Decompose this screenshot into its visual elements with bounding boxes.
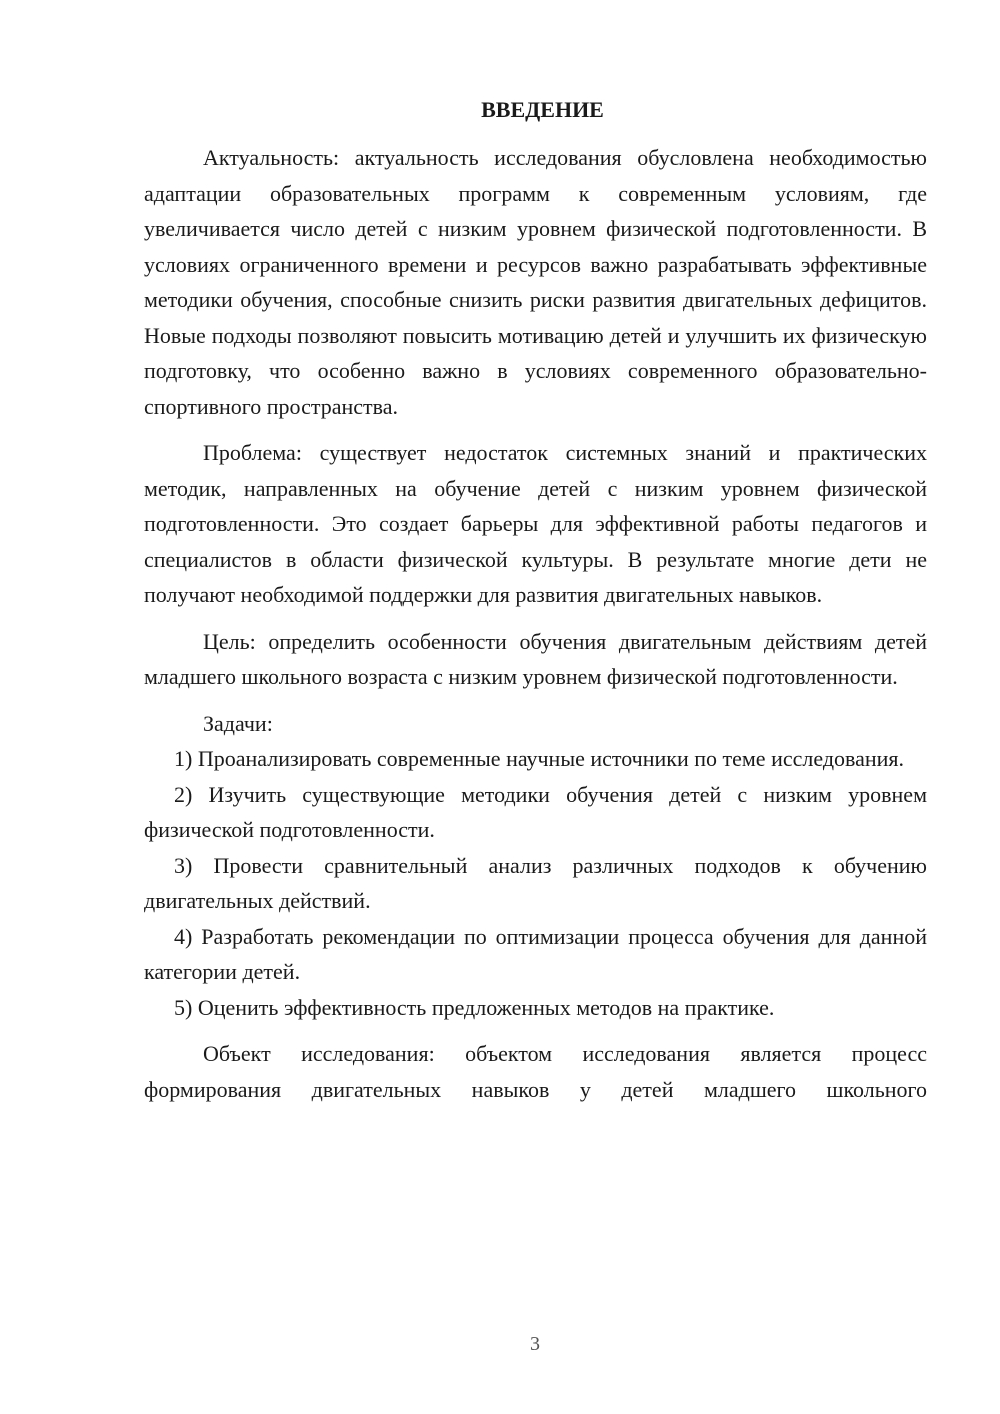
page-number: 3 bbox=[530, 1333, 540, 1355]
task-item: 2) Изучить существующие методики обучения детей с низким уровнем физической подготовленности. bbox=[144, 781, 927, 842]
document-page bbox=[144, 92, 927, 1107]
task-item: 3) Провести сравнительный анализ различных подходов к обучению двигательных действий. bbox=[144, 852, 927, 913]
task-item: 5) Оценить эффективность предложенных методов на практике. bbox=[174, 994, 775, 1020]
section-title: ВВЕДЕНИЕ bbox=[481, 97, 604, 122]
paragraph-problem: Проблема: существует недостаток системных знаний и практических методик, направленных на обучение детей с низким уровнем физической подготовленности. Это создает барьеры для эффективной работы педагогов и специалистов в области физической культуры. В результате многие дети не получают необходимой поддержки для развития двигательных навыков. bbox=[144, 440, 927, 607]
paragraph-tasks-heading: Задачи: bbox=[203, 710, 273, 736]
paragraph-relevance: Актуальность: актуальность исследования обусловлена необходимостью адаптации образовательных программ к современным условиям, где увеличивается число детей с низким уровнем физической подготовленности. В условиях ограниченного времени и ресурсов важно разрабатывать эффективные методики обучения, способные снизить риски развития двигательных дефицитов. Новые подходы позволяют повысить мотивацию детей и улучшить их физическую подготовку, что особенно важно в условиях современного образовательно-спортивного пространства. bbox=[144, 145, 927, 419]
paragraph-goal: Цель: определить особенности обучения двигательным действиям детей младшего школьного возраста с низким уровнем физической подготовленности. bbox=[144, 628, 927, 689]
paragraph-object: Объект исследования: объектом исследования является процесс формирования двигательных навыков у детей младшего школьного bbox=[144, 1041, 927, 1102]
task-item: 1) Проанализировать современные научные источники по теме исследования. bbox=[174, 746, 905, 771]
task-item: 4) Разработать рекомендации по оптимизации процесса обучения для данной категории детей. bbox=[144, 923, 927, 984]
